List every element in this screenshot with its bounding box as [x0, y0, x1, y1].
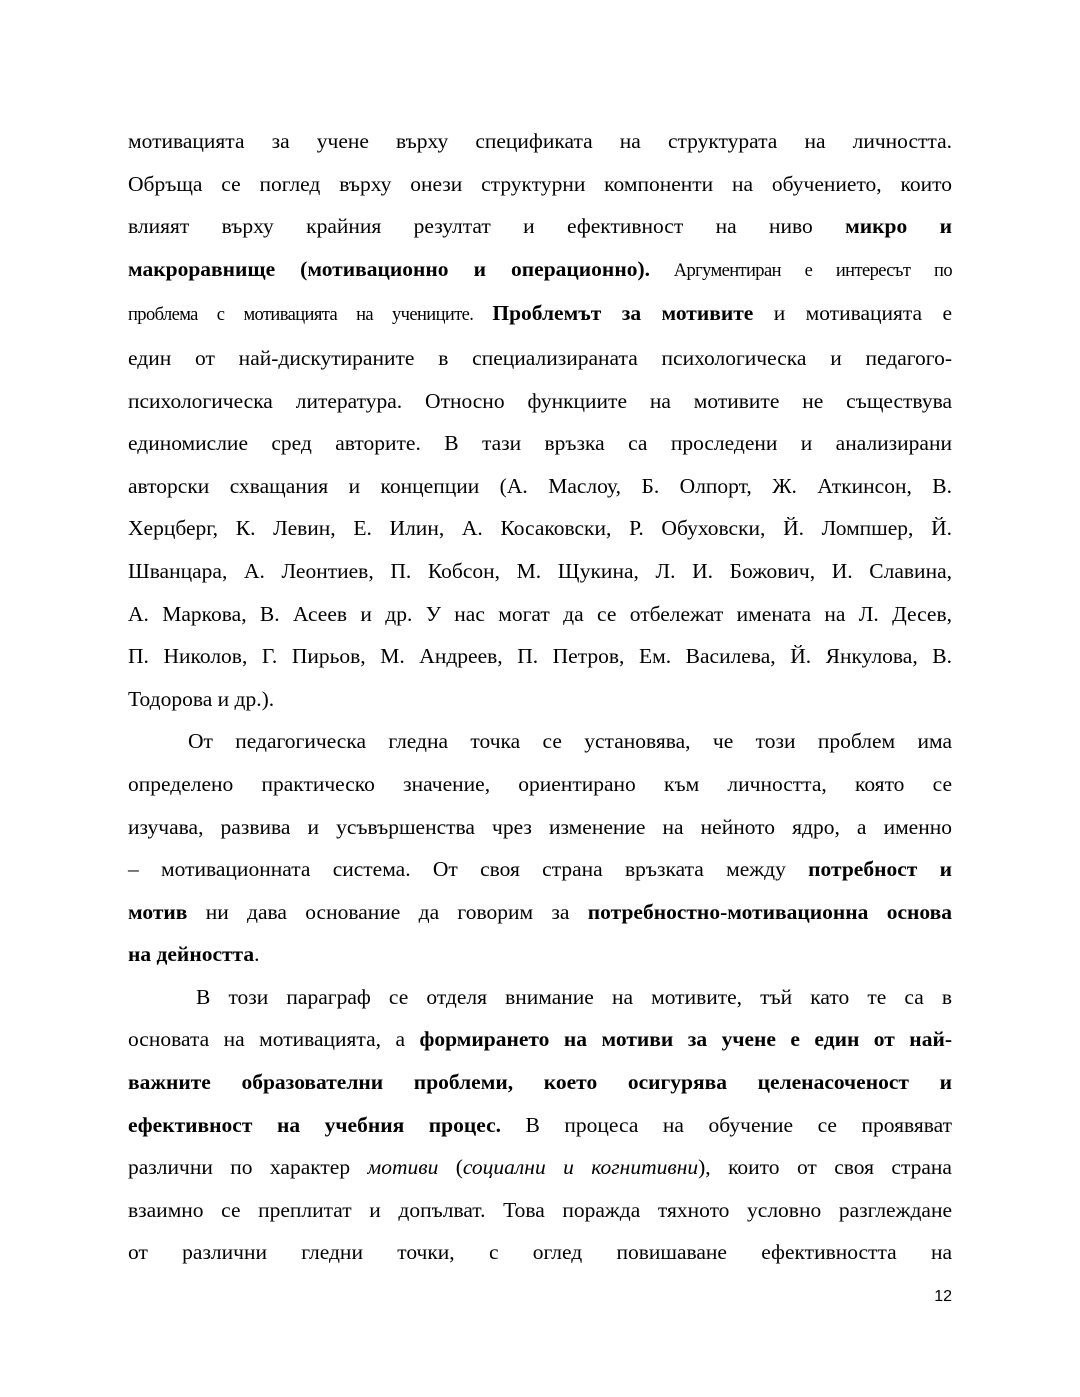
text-line: П. Николов, Г. Пирьов, М. Андреев, П. Петров, Ем. Василева, Й. Янкулова, В. — [128, 644, 952, 669]
text-line: единомислие сред авторите. В тази връзка са проследени и анализирани — [128, 431, 952, 456]
text-line: мотив ни дава основание да говорим за потребностно-мотивационна основа — [128, 899, 952, 924]
bold-text: макроравнище (мотивационно и операционно). — [128, 256, 650, 281]
page-number: 12 — [934, 1288, 952, 1305]
paragraph-3 — [128, 976, 952, 1274]
text-line: Херцберг, К. Левин, Е. Илин, А. Косаковски, Р. Обуховски, Й. Ломпшер, Й. — [128, 516, 952, 541]
text-line: Шванцара, А. Леонтиев, П. Кобсон, М. Щукина, Л. И. Божович, И. Славина, — [128, 558, 952, 583]
bold-text: формирането на мотиви за учене е един от най- — [419, 1027, 952, 1052]
text-line: основата на мотивацията, а формирането на мотиви за учене е един от най- — [128, 1027, 952, 1052]
text-line: психологическа литература. Относно функциите на мотивите не съществува — [128, 388, 952, 413]
paragraph-1 — [128, 120, 952, 720]
bold-text: ефективност на учебния процес. — [128, 1112, 501, 1137]
italic-text: мотиви — [367, 1155, 439, 1180]
paragraph-2 — [128, 720, 952, 976]
text-line: макроравнище (мотивационно и операционно). Аргументиран е интересът по — [128, 256, 953, 281]
bold-text: Проблемът за мотивите — [492, 301, 754, 326]
text-line: важните образователни проблеми, което осигурява целенасоченост и — [128, 1070, 952, 1095]
text-line: Обръща се поглед върху онези структурни компоненти на обучението, които — [128, 171, 952, 196]
text-line: проблема с мотивацията на учениците. Проблемът за мотивите и мотивацията е — [128, 301, 953, 326]
bold-text: потребностно-мотивационна основа — [587, 899, 952, 924]
text-line: Тодорова и др.). — [128, 686, 275, 711]
document-page — [128, 120, 952, 1274]
text-line: на дейността. — [128, 942, 260, 967]
text-line: А. Маркова, В. Асеев и др. У нас могат да се отбележат имената на Л. Десев, — [128, 601, 952, 626]
text-line: авторски схващания и концепции (А. Маслоу, Б. Олпорт, Ж. Аткинсон, В. — [128, 473, 952, 498]
text-line: – мотивационната система. От своя страна връзката между потребност и — [128, 857, 952, 882]
text-line: В този параграф се отделя внимание на мотивите, тъй като те са в — [196, 984, 952, 1009]
text-line: мотивацията за учене върху спецификата на структурата на личността. — [128, 129, 952, 153]
text-line: влияят върху крайния резултат и ефективност на ниво микро и — [128, 214, 952, 239]
text-line: ефективност на учебния процес. В процеса на обучение се проявяват — [128, 1112, 952, 1137]
text-line: различни по характер мотиви (социални и когнитивни), които от своя страна — [128, 1155, 952, 1180]
text-line: взаимно се преплитат и допълват. Това поражда тяхното условно разглеждане — [128, 1197, 952, 1222]
bold-text: мотив — [128, 899, 188, 924]
text-line: От педагогическа гледна точка се установява, че този проблем има — [188, 729, 952, 754]
bold-text: микро и — [845, 214, 952, 239]
bold-text: потребност и — [808, 857, 952, 882]
text-line: от различни гледни точки, с оглед повишаване ефективността на — [128, 1240, 952, 1265]
bold-text: на дейността — [128, 942, 255, 967]
text-line: определено практическо значение, ориентирано към личността, която се — [128, 771, 952, 796]
text-line: един от най-дискутираните в специализираната психологическа и педагого- — [128, 345, 952, 370]
text-line: изучава, развива и усъвършенства чрез изменение на нейното ядро, а именно — [128, 814, 952, 839]
italic-text: социални и когнитивни — [462, 1155, 699, 1180]
